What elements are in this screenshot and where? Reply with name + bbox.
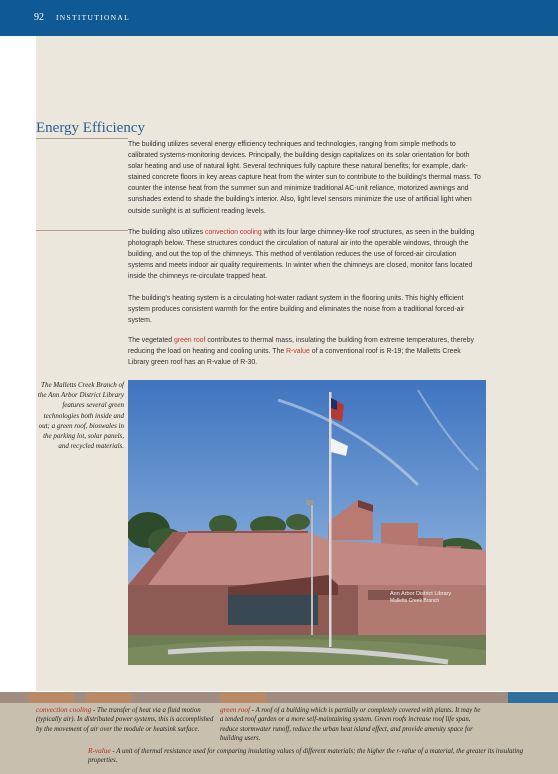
glossary-tab-3 — [220, 692, 266, 703]
library-photo — [128, 380, 486, 665]
section-label: INSTITUTIONAL — [56, 13, 130, 22]
glossary-def-r-value: - A unit of thermal resistance used for comparing insulating values of different materials; the higher the r-value of a material, the greater its insulating properties. — [88, 748, 523, 765]
glossary-green-roof — [220, 705, 482, 743]
glossary-term-green-roof: green roof — [220, 705, 251, 714]
glossary-def-convection: - The transfer of heat via a fluid motion (typically air). In distributed power systems, this is accomplished by the movement of air over the module or heatsink surface. — [36, 707, 214, 733]
paragraph-4-text: The vegetated — [128, 337, 174, 344]
library-sign-line1: Ann Arbor District Library — [390, 591, 452, 597]
paragraph-rule — [36, 230, 128, 231]
glossary-tab-2 — [86, 692, 132, 703]
term-r-value: R-value — [286, 348, 310, 356]
paragraph-4-text-cont: contributes to thermal mass, insulating the building from extreme temperatures, thereby reducing the load on heating and cooling units. The — [128, 337, 474, 356]
paragraph-1: The building utilizes several energy efficiency techniques and technologies, ranging from simple methods to calibrated systems-monitoring devices. Principally, the building design capitalizes on its solar orientation for both solar heating and use of natural light. Several techniques fully capture these natural benefits; for example, dark-stained concrete floors in key areas capture heat from the winter sun to contribute to the building's thermal mass. To counter the intense heat from the summer sun and minimize traditional AC-unit reliance, motorized awnings and sunshades extend to shade the building's interior. Also, light level sensors minimize the use of artificial light when outside sunlight is at sufficient reading levels. — [128, 141, 481, 215]
glossary-term-r-value: R-value — [88, 746, 111, 755]
paragraph-2-text-cont: with its four large chimney-like roof structures, as seen in the building photograph below. These structures conduct the circulation of natural air into the operable windows, through the building, and out the top of the chimneys. This method of ventilation reduces the use of forced-air circulation systems and meets indoor air quality requirements. In winter when the chimneys are closed, monitor fans located inside the chimneys re-circulate trapped heat. — [128, 229, 475, 281]
term-green-roof: green roof — [173, 337, 206, 344]
glossary-def-green-roof: - A roof of a building which is partially or completely covered with plants. It may be a tended roof garden or a more self-maintaining system. Green roofs increase roof life span, reduce stormwater runoff, reduce the urban heat island effect, and provide amenity space for building users. — [220, 707, 481, 742]
library-sign-line2: Malletts Creek Branch — [390, 598, 440, 604]
glossary-convection-cooling — [36, 705, 216, 734]
glossary-accent — [508, 692, 558, 703]
page-number: 92 — [34, 12, 44, 23]
paragraph-2 — [128, 227, 483, 282]
term-convection-cooling: convection cooling — [205, 229, 262, 236]
section-heading: Energy Efficiency — [36, 120, 145, 136]
photo-caption: The Malletts Creek Branch of the Ann Arbor District Library features several green technologies both inside and out; a green roof, bioswales in the parking lot, solar panels, and recycled materials. — [37, 381, 124, 451]
header-bar — [0, 0, 558, 36]
paragraph-3: The building's heating system is a circulating hot-water radiant system in the flooring units. This highly efficient system produces consistent warmth for the entire building and eliminates the noise from a traditional forced-air system. — [128, 295, 465, 325]
glossary-r-value — [88, 746, 528, 766]
glossary-term-convection: convection cooling — [36, 705, 92, 714]
glossary-header-strip — [0, 692, 558, 703]
paragraph-4-text-end: of a conventional roof is R-19; the Malletts Creek Library green roof has an R-value of R-30. — [128, 348, 461, 367]
glossary-tab-1 — [28, 692, 74, 703]
heading-rule — [36, 138, 128, 139]
paragraph-4 — [128, 335, 483, 368]
paragraph-2-text: The building also utilizes — [128, 229, 205, 236]
